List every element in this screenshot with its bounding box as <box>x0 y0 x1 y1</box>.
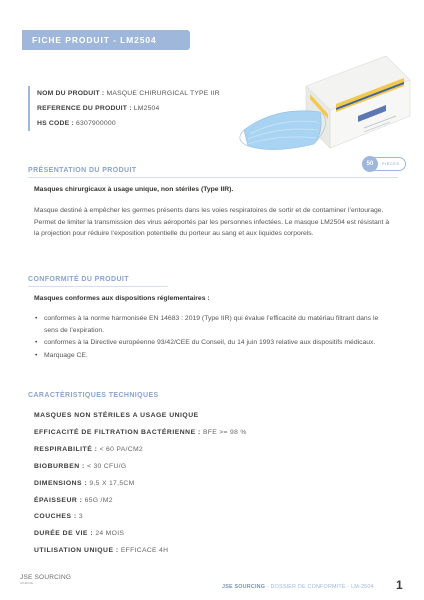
spec-value: < 60 PA/CM2 <box>97 445 143 453</box>
spec-row <box>34 526 384 543</box>
conformity-divider <box>28 286 168 287</box>
spec-value: 24 MOIS <box>93 530 125 538</box>
spec-row <box>34 493 384 510</box>
presentation-lead: Masques chirurgicaux à usage unique, non stériles (Type IIR). <box>34 186 234 193</box>
product-identity <box>28 86 238 131</box>
spec-value: 9,5 X 17,5CM <box>87 479 135 487</box>
presentation-body: Masque destiné à empêcher les germes présents dans les voies respiratoires de sortir et de contaminer l’entourage. Permet de limiter la transmission des virus aéroportés par les personnes infectées. Le masque LM2504 est résistant à la projection pour réduire l’exposition potentielle du porteur au sang et aux liquides corporels. <box>34 207 390 238</box>
pieces-count-badge <box>362 157 406 171</box>
conformity-list <box>34 313 394 362</box>
list-item: • conformes à la norme harmonisée EN 14683 : 2019 (Type IIR) qui évalue l’efficacité du matériau filtrant dans le sens de l’expiration. <box>34 313 394 336</box>
spec-row <box>34 408 384 425</box>
spec-key: RESPIRABILITÉ : <box>34 445 98 453</box>
list-item: • Marquage CE. <box>34 350 394 362</box>
spec-value: < 30 CFU/G <box>84 462 127 470</box>
spec-row <box>34 442 384 459</box>
spec-key: DIMENSIONS : <box>34 479 88 487</box>
specs-section-title: CARACTÉRISTIQUES TECHNIQUES <box>28 392 159 399</box>
pieces-count: 50 <box>362 156 378 172</box>
conformity-lead: Masques conformes aux dispositions réglementaires : <box>34 295 210 302</box>
hs-code-value: 6307900000 <box>73 120 116 127</box>
technical-specs <box>34 408 384 560</box>
product-image <box>236 44 412 164</box>
spec-row <box>34 509 384 526</box>
presentation-divider <box>28 177 398 178</box>
spec-value: 3 <box>76 513 83 521</box>
spec-key: EFFICACITÉ DE FILTRATION BACTÉRIENNE : <box>34 428 201 436</box>
product-name-key: NOM DU PRODUIT : <box>37 90 105 97</box>
spec-key: ÉPAISSEUR : <box>34 496 83 504</box>
document-title-banner: FICHE PRODUIT - LM2504 <box>22 30 190 50</box>
product-reference-value: LM2504 <box>131 105 160 112</box>
conformity-section-title: CONFORMITÉ DU PRODUIT <box>28 276 129 283</box>
product-name-value: MASQUE CHIRURGICAL TYPE IIR <box>104 90 220 97</box>
spec-key: UTILISATION UNIQUE : <box>34 547 119 555</box>
logo-text: JSE SOURCING <box>20 574 72 581</box>
footer-text <box>222 584 374 590</box>
spec-value: BFE >= 98 % <box>200 428 247 436</box>
spec-key: BIOBURBEN : <box>34 462 85 470</box>
hs-code-key: HS CODE : <box>37 120 74 127</box>
spec-key: DURÉE DE VIE : <box>34 530 94 538</box>
list-item: • conformes à la Directive européenne 93/42/CEE du Conseil, du 14 juin 1993 relative aux dispositifs médicaux. <box>34 337 394 349</box>
product-reference-key: REFERENCE DU PRODUIT : <box>37 105 132 112</box>
logo-subtext: SOURCING <box>20 582 34 585</box>
hs-code-line <box>37 116 238 131</box>
footer-doc-title: - DOSSIER DE CONFORMITÉ - LM-2504 <box>265 584 374 590</box>
footer-company: JSE SOURCING <box>222 584 266 590</box>
spec-value: 65G /M2 <box>82 496 113 504</box>
spec-key: MASQUES NON STÉRILES A USAGE UNIQUE <box>34 412 199 419</box>
spec-row <box>34 543 384 560</box>
spec-key: COUCHES : <box>34 513 77 521</box>
product-name-line <box>37 86 238 101</box>
spec-row <box>34 425 384 442</box>
product-reference-line <box>37 101 238 116</box>
presentation-section-title: PRÉSENTATION DU PRODUIT <box>28 167 137 174</box>
page-number: 1 <box>396 578 403 592</box>
pieces-unit: PIÈCES <box>382 162 400 166</box>
spec-row <box>34 476 384 493</box>
spec-value: EFFICACE 4H <box>118 547 169 555</box>
spec-row <box>34 459 384 476</box>
